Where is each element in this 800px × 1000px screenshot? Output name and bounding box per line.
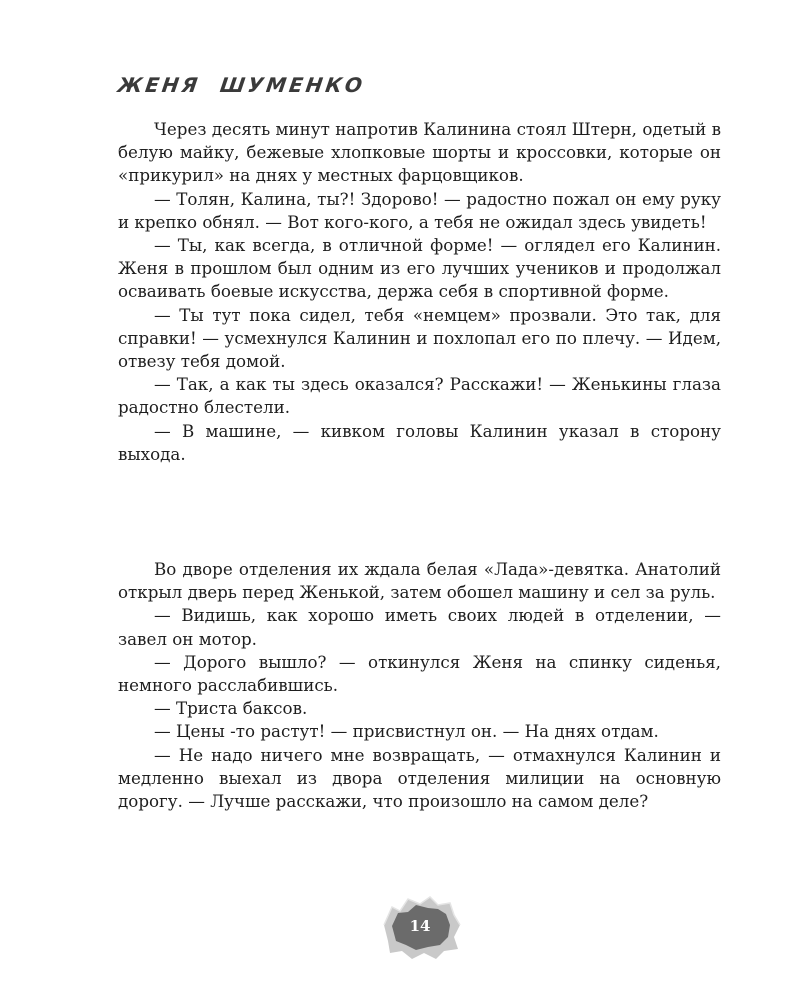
page-number-badge (378, 895, 462, 961)
text-section-1 (118, 118, 721, 466)
paragraph: — Видишь, как хорошо иметь своих людей в отделении, — завел он мотор. (118, 605, 721, 649)
paragraph: — Так, а как ты здесь оказался? Расскажи! — Женькины глаза радостно блестели. (118, 374, 721, 418)
running-title: ЖЕНЯ ШУМЕНКО (116, 73, 367, 97)
paragraph: — Толян, Калина, ты?! Здорово! — радостно пожал он ему руку и крепко обнял. — Вот кого-кого, а тебя не ожидал здесь увидеть! (118, 188, 721, 232)
paragraph: — Цены -то растут! — присвистнул он. — На днях отдам. (154, 721, 659, 742)
paragraph: — В машине, — кивком головы Калинин указал в сторону выхода. (118, 420, 721, 464)
paragraph: — Не надо ничего мне возвращать, — отмахнулся Калинин и медленно выехал из двора отделения милиции на основную дорогу. — Лучше расскажи, что произошло на самом деле? (118, 744, 721, 812)
paragraph: — Ты тут пока сидел, тебя «немцем» прозвали. Это так, для справки! — усмехнулся Калинин и похлопал его по плечу. — Идем, отвезу тебя домой. (118, 304, 721, 372)
paragraph: — Ты, как всегда, в отличной форме! — оглядел его Калинин. Женя в прошлом был одним из его лучших учеников и продолжал осваивать боевые искусства, держа себя в спортивной форме. (118, 235, 721, 302)
paragraph: — Дорого вышло? — откинулся Женя на спинку сиденья, немного расслабившись. (118, 651, 721, 696)
paragraph: — Триста баксов. (154, 698, 308, 719)
text-section-2 (118, 558, 721, 813)
paragraph: Во дворе отделения их ждала белая «Лада»-девятка. Анатолий открыл дверь перед Женькой, затем обошел машину и сел за руль. (118, 559, 721, 603)
page-number: 14 (409, 917, 431, 935)
paragraph: Через десять минут напротив Калинина стоял Штерн, одетый в белую майку, бежевые хлопковые шорты и кроссовки, которые он «прикурил» на днях у местных фарцовщиков. (118, 119, 721, 186)
